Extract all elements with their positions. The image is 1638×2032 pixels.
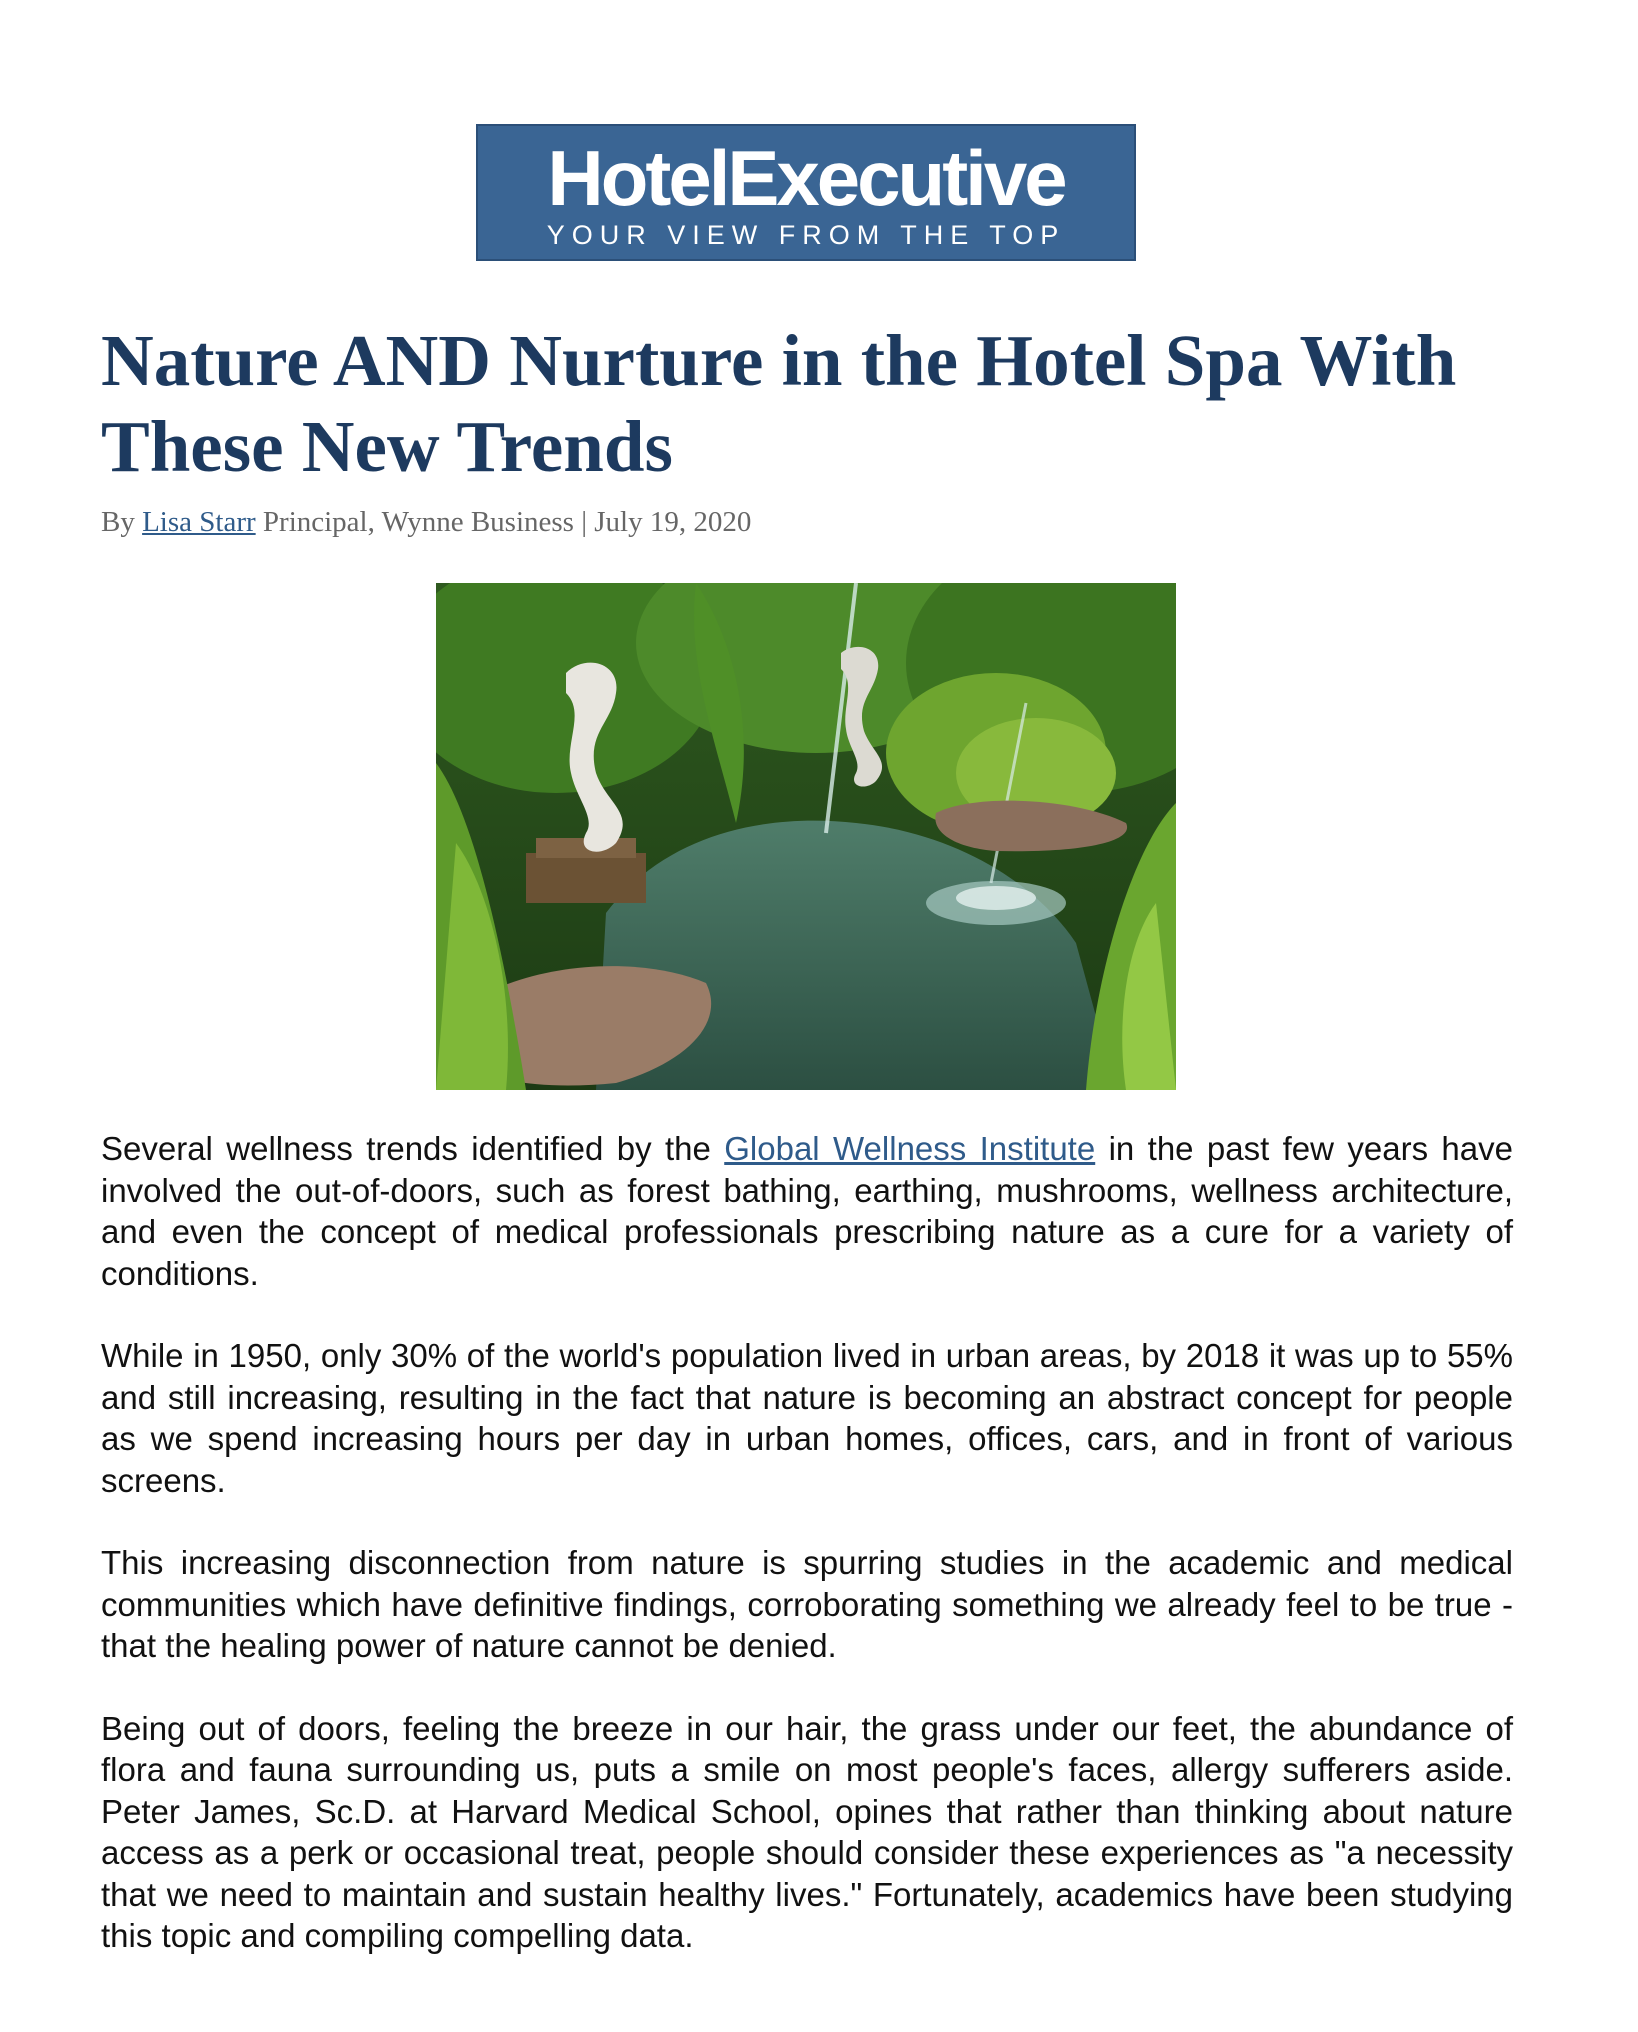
author-link[interactable]: Lisa Starr: [142, 506, 256, 538]
hotel-executive-logo[interactable]: [476, 124, 1136, 261]
byline-prefix: By: [101, 506, 143, 538]
paragraph-3: This increasing disconnection from nature is spurring studies in the academic and medical communities which have definitive findings, corroborating something we already feel to be true - that the healing power of nature cannot be denied.: [101, 1544, 1513, 1664]
paragraph-1: [101, 1128, 1513, 1294]
global-wellness-institute-link[interactable]: Global Wellness Institute: [724, 1130, 1096, 1167]
paragraph-1-before-link: Several wellness trends identified by the: [101, 1130, 725, 1167]
logo-tagline: YOUR VIEW FROM THE TOP: [546, 220, 1066, 250]
byline-role-date: Principal, Wynne Business | July 19, 2020: [255, 506, 752, 538]
paragraph-4: Being out of doors, feeling the breeze in our hair, the grass under our feet, the abundance of flora and fauna surrounding us, puts a smile on most people's faces, allergy sufferers aside. Peter James, Sc.D. at Harvard Medical School, opines that rather than thinking about nature access as a perk or occasional treat, people should consider these experiences as "a necessity that we need to maintain and sustain healthy lives." Fortunately, academics have been studying this topic and compiling compelling data.: [101, 1709, 1513, 1954]
article-body: [101, 1128, 1513, 1998]
spa-garden-pond-photo: [436, 583, 1176, 1090]
paragraph-2: While in 1950, only 30% of the world's population lived in urban areas, by 2018 it was up to 55% and still increasing, resulting in the fact that nature is becoming an abstract concept for people as we spend increasing hours per day in urban homes, offices, cars, and in front of various screens.: [101, 1337, 1513, 1499]
paragraph-1-after-link: in the past few years have involved the out-of-doors, such as forest bathing, earthing, mushrooms, wellness architecture, and even the concept of medical professionals prescribing nature as a cure for a variety of conditions.: [101, 1130, 1513, 1292]
article-title: Nature AND Nurture in the Hotel Spa With These New Trends: [101, 320, 1457, 487]
logo-name: HotelExecutive: [547, 134, 1065, 222]
article-byline: [101, 506, 751, 539]
